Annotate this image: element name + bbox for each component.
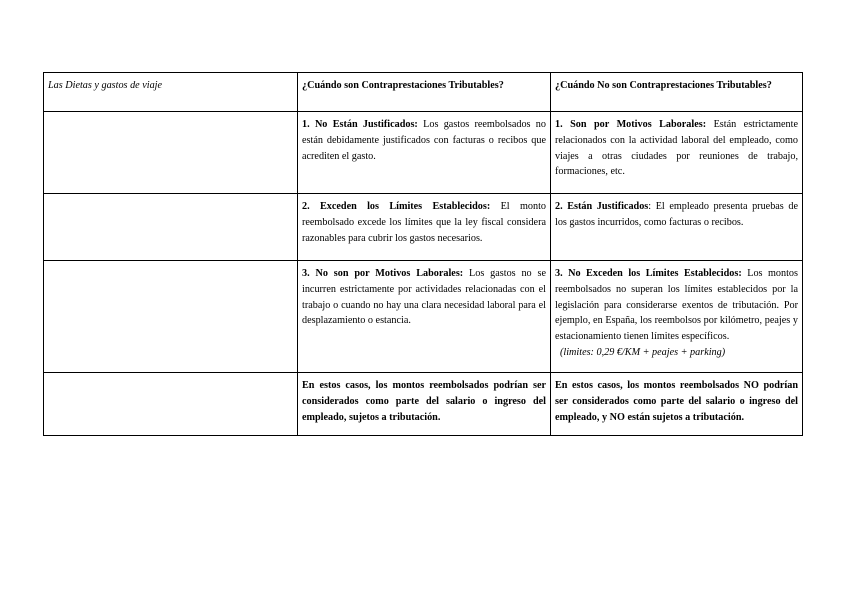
- conclusion-no-tributables: En estos casos, los montos reembolsados NO podrían ser considerados como parte del salario o ingreso del empleado, y NO están sujetos a tributación.: [551, 373, 803, 436]
- table-row: [44, 194, 803, 261]
- cell-no-tributables-3: [551, 261, 803, 373]
- empty-cell: [44, 261, 298, 373]
- cell-text: Los gastos no se incurren estrictamente por actividades relacionadas con el trabajo o cuando no hay una clara necesidad laboral para el desplazamiento o estancia.: [302, 268, 546, 327]
- dietas-table: [43, 72, 803, 436]
- cell-text: El monto reembolsado excede los límites que la ley fiscal considera razonables para cubrir los gastos necesarios.: [302, 201, 547, 244]
- empty-cell: [44, 373, 298, 436]
- cell-no-tributables-1: [551, 112, 803, 194]
- cell-text: Los gastos reembolsados no están debidamente justificados con facturas o recibos que acrediten el gasto.: [302, 119, 546, 162]
- cell-tributables-3: [298, 261, 551, 373]
- header-dietas: Las Dietas y gastos de viaje: [44, 73, 298, 112]
- cell-text: Los montos reembolsados no superan los límites establecidos por la legislación para considerarse exentos de tributación. Por ejemplo, en España, los reembolsos por kilómetro, peajes y estacionamiento tienen límites específicos.: [555, 268, 798, 343]
- limits-note: (limites: 0,29 €/KM + peajes + parking): [560, 346, 726, 358]
- cell-title: 3. No Exceden los Límites Establecidos:: [555, 268, 742, 279]
- empty-cell: [44, 112, 298, 194]
- cell-tributables-1: [298, 112, 551, 194]
- cell-tributables-2: [298, 194, 551, 261]
- header-row: [44, 73, 803, 112]
- table-row: [44, 261, 803, 373]
- header-no-tributables: ¿Cuándo No son Contraprestaciones Tributables?: [551, 73, 803, 112]
- conclusion-tributables: En estos casos, los montos reembolsados podrían ser considerados como parte del salario o ingreso del empleado, sujetos a tributación.: [298, 373, 551, 436]
- header-tributables: ¿Cuándo son Contraprestaciones Tributables?: [298, 73, 551, 112]
- cell-title: 2. Exceden los Límites Establecidos:: [302, 201, 491, 212]
- cell-title: 1. No Están Justificados:: [302, 119, 418, 130]
- table-row: [44, 112, 803, 194]
- conclusion-row: [44, 373, 803, 436]
- cell-title: 2. Están Justificados: [555, 201, 649, 212]
- empty-cell: [44, 194, 298, 261]
- cell-title: 1. Son por Motivos Laborales:: [555, 119, 707, 130]
- cell-text: : El empleado presenta pruebas de los gastos incurridos, como facturas o recibos.: [555, 201, 798, 228]
- cell-title: 3. No son por Motivos Laborales:: [302, 268, 464, 279]
- cell-text: Están estrictamente relacionados con la actividad laboral del empleado, como viajes a otras ciudades por reuniones de trabajo, formaciones, etc.: [555, 119, 798, 178]
- cell-no-tributables-2: [551, 194, 803, 261]
